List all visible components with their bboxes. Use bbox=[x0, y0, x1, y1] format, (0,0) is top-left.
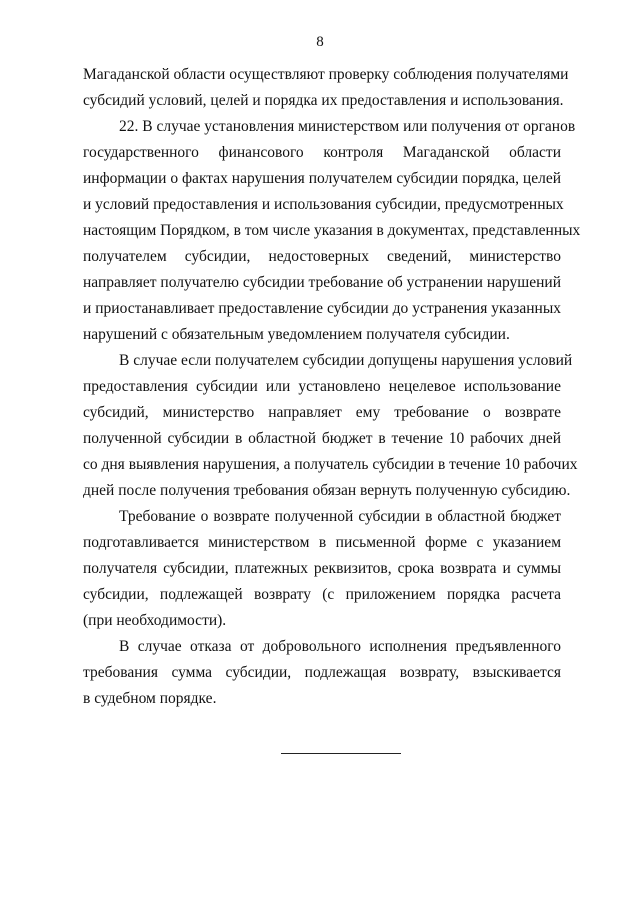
paragraph-line: направляет получателю субсидии требование об устранении нарушений bbox=[83, 274, 561, 291]
paragraph-line: субсидии, подлежащей возврату (с приложением порядка расчета bbox=[83, 586, 561, 603]
paragraph-line: подготавливается министерством в письменной форме с указанием bbox=[83, 534, 561, 551]
paragraph-line: государственного финансового контроля Магаданской области bbox=[83, 144, 561, 161]
paragraph-line: (при необходимости). bbox=[83, 612, 227, 629]
paragraph-line: полученной субсидии в областной бюджет в течение 10 рабочих дней bbox=[83, 430, 561, 447]
paragraph-line: дней после получения требования обязан вернуть полученную субсидию. bbox=[83, 482, 571, 499]
paragraph-line: 22. В случае установления министерством или получения от органов bbox=[119, 118, 576, 135]
paragraph-line: Требование о возврате полученной субсидии в областной бюджет bbox=[119, 508, 561, 525]
paragraph-line: Магаданской области осуществляют проверку соблюдения получателями bbox=[83, 66, 569, 83]
paragraph-line: информации о фактах нарушения получателем субсидии порядка, целей bbox=[83, 170, 561, 187]
paragraph-line: субсидий условий, целей и порядка их предоставления и использования. bbox=[83, 92, 564, 109]
paragraph-line: получателя субсидии, платежных реквизитов, срока возврата и суммы bbox=[83, 560, 561, 577]
end-divider bbox=[281, 753, 401, 754]
paragraph-line: настоящим Порядком, в том числе указания в документах, представленных bbox=[83, 222, 581, 239]
paragraph-line: предоставления субсидии или установлено нецелевое использование bbox=[83, 378, 561, 395]
paragraph-line: нарушений с обязательным уведомлением получателя субсидии. bbox=[83, 326, 510, 343]
paragraph-line: и приостанавливает предоставление субсидии до устранения указанных bbox=[83, 300, 561, 317]
paragraph-line: и условий предоставления и использования субсидии, предусмотренных bbox=[83, 196, 564, 213]
paragraph-line: В случае если получателем субсидии допущены нарушения условий bbox=[119, 352, 573, 369]
paragraph-line: в судебном порядке. bbox=[83, 690, 217, 707]
page-number: 8 bbox=[316, 34, 324, 50]
paragraph-line: получателем субсидии, недостоверных сведений, министерство bbox=[83, 248, 561, 265]
paragraph-line: со дня выявления нарушения, а получатель субсидии в течение 10 рабочих bbox=[83, 456, 578, 473]
paragraph-line: субсидий, министерство направляет ему требование о возврате bbox=[83, 404, 561, 421]
paragraph-line: В случае отказа от добровольного исполнения предъявленного bbox=[119, 638, 561, 655]
paragraph-line: требования сумма субсидии, подлежащая возврату, взыскивается bbox=[83, 664, 561, 681]
